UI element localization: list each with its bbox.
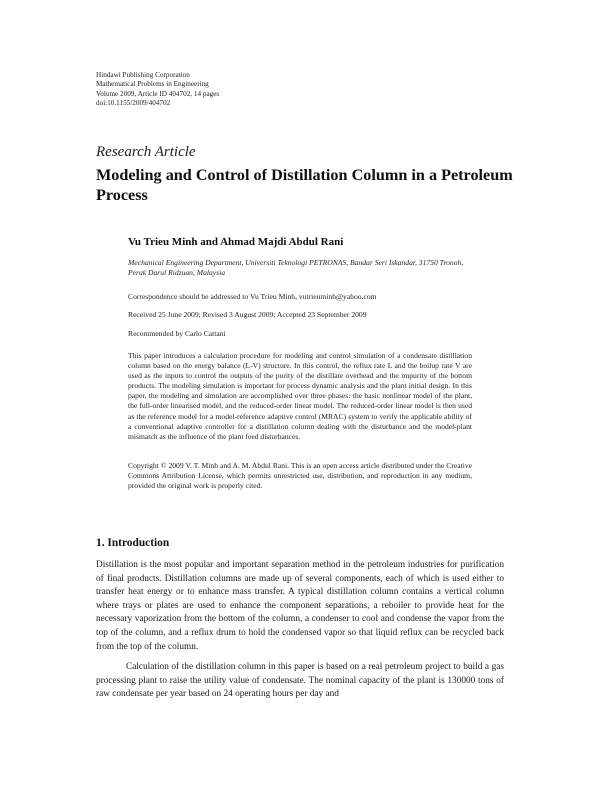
doi-line: doi:10.1155/2009/404702 [96,98,171,107]
recommended-by: Recommended by Carlo Cattani [128,329,226,338]
journal-name-line: Mathematical Problems in Engineering [96,80,209,89]
authors: Vu Trieu Minh and Ahmad Majdi Abdul Rani [128,236,344,248]
paper-title: Modeling and Control of Distillation Column in a Petroleum Process [96,166,513,204]
article-type: Research Article [96,144,196,160]
section-heading: 1. Introduction [96,537,170,549]
correspondence: Correspondence should be addressed to Vu Trieu Minh, vutrieuminh@yahoo.com [128,292,377,301]
body-paragraph-2: Calculation of the distillation column in this paper is based on a real petroleum project to build a gas processing plant to raise the utility value of condensate. The nominal capacity of the plant is 130000 tons of raw condensate per year based on 24 operating hours per day and [96,662,504,700]
abstract: This paper introduces a calculation procedure for modeling and control simulation of a condensate distillation column based on the energy balance (L-V) structure. In this control, the reflux rate L and the boilup rate V are used as the inputs to control the outputs of the purity of the distillate overhead and the impurity of the bottom products. The modeling simulation is important for process dynamic analysis and the plant initial design. In this paper, the modeling and simulation are accomplished over three phases: the basic nonlinear model of the plant, the full-order linearised model, and the reduced-order linear model. The reduced-order linear model is then used as the reference model for a model-reference adaptive control (MRAC) system to verify the applicable ability of a conventional adaptive controller for a distillation column dealing with the disturbance and the model-plant mismatch as the influence of the plant feed disturbances. [128,351,472,441]
body-paragraph-1: Distillation is the most popular and important separation method in the petroleum industries for purification of final products. Distillation columns are made up of several components, each of which is used either to transfer heat energy or to enhance mass transfer. A typical distillation column contains a vertical column where trays or plates are used to enhance the component separations, a reboiler to provide heat for the necessary vaporization from the bottom of the column, a condenser to cool and condense the vapor from the top of the column, and a reflux drum to hold the condensed vapor so that liquid reflux can be recycled back from the top of the column. [96,560,504,652]
volume-info-line: Volume 2009, Article ID 404702, 14 pages [96,89,220,98]
publisher-line: Hindawi Publishing Corporation [96,71,190,79]
journal-header [96,71,219,108]
dates: Received 25 June 2009; Revised 3 August 2009; Accepted 23 September 2009 [128,310,367,319]
affiliation: Mechanical Engineering Department, Universiti Teknologi PETRONAS, Bandar Seri Iskandar, 31750 Tronoh, Perak Darul Ridzuan, Malaysia [128,258,464,278]
copyright-notice: Copyright © 2009 V. T. Minh and A. M. Abdul Rani. This is an open access article distributed under the Creative Commons Attribution License, which permits unrestricted use, distribution, and reproduction in any medium, provided the original work is properly cited. [128,461,472,491]
